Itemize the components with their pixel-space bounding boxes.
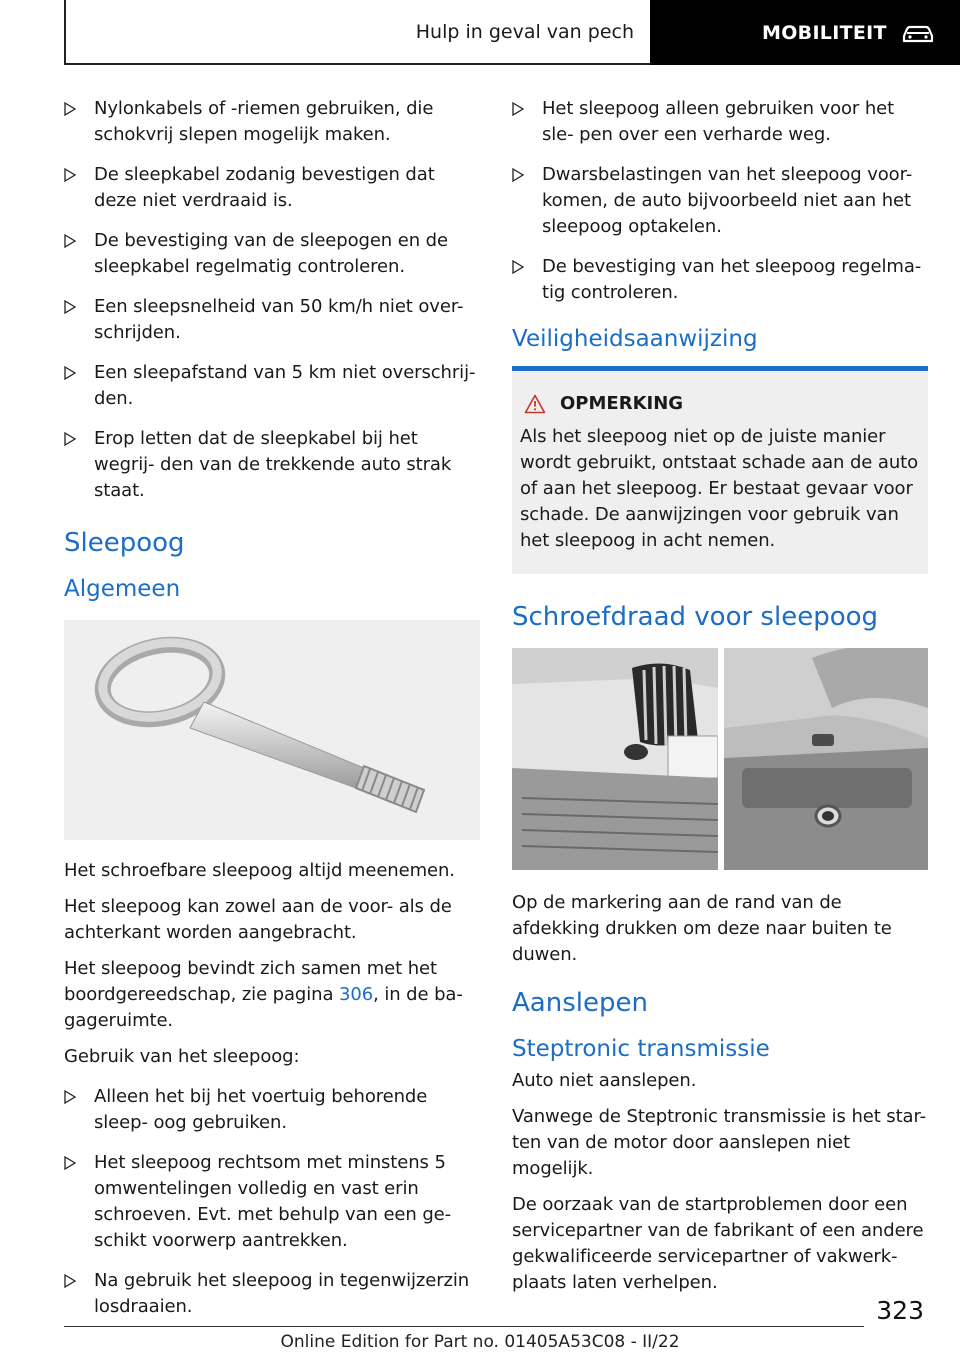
heading-steptronic: Steptronic transmissie [512, 1036, 770, 1062]
right-column [512, 96, 928, 1306]
heading-sleepoog: Sleepoog [64, 528, 185, 558]
tow-eye-thread-photo [512, 648, 928, 870]
list-item: De bevestiging van het sleepoog regelma- tig controleren. [512, 254, 928, 306]
paragraph: Het sleepoog bevindt zich samen met het boordgereedschap, zie pagina 306, in de ba- gageruimte. [64, 958, 463, 1031]
paragraph: De oorzaak van de startproblemen door een servicepartner van de fabrikant of een andere gekwalificeerde servicepartner of vakwerk- plaats laten verhelpen. [512, 1194, 924, 1293]
left-bullet-list-top [64, 96, 480, 504]
paragraph: Op de markering aan de rand van de afdekking drukken om deze naar buiten te duwen. [512, 892, 892, 965]
list-item: Alleen het bij het voertuig behorende sleep- oog gebruiken. [64, 1084, 480, 1136]
paragraph: Het schroefbare sleepoog altijd meenemen. [64, 860, 455, 881]
triangle-bullet-icon [64, 432, 76, 446]
notice-title: OPMERKING [520, 393, 920, 414]
heading-schroefdraad: Schroefdraad voor sleepoog [512, 602, 879, 632]
paragraph: Vanwege de Steptronic transmissie is het star- ten van de motor door aanslepen niet mogelijk. [512, 1106, 927, 1179]
page-number: 323 [876, 1296, 924, 1325]
triangle-bullet-icon [512, 102, 524, 116]
triangle-bullet-icon [512, 260, 524, 274]
triangle-bullet-icon [64, 366, 76, 380]
footer-edition-text: Online Edition for Part no. 01405A53C08 - II/22 [280, 1332, 680, 1352]
car-icon [901, 22, 935, 44]
heading-aanslepen: Aanslepen [512, 988, 648, 1018]
header-chapter-label: MOBILITEIT [762, 21, 887, 44]
triangle-bullet-icon [64, 234, 76, 248]
triangle-bullet-icon [64, 168, 76, 182]
list-item: Het sleepoog rechtsom met minstens 5 omwentelingen volledig en vast erin schroeven. Evt. met behulp van een ge- schikt voorwerp aantrekken. [64, 1150, 480, 1254]
list-item: Erop letten dat de sleepkabel bij het wegrij- den van de trekkende auto strak staat. [64, 426, 480, 504]
list-item: Een sleepafstand van 5 km niet overschrij- den. [64, 360, 480, 412]
triangle-bullet-icon [64, 300, 76, 314]
list-item: Het sleepoog alleen gebruiken voor het sle- pen over een verharde weg. [512, 96, 928, 148]
tow-eye-illustration [64, 620, 480, 840]
triangle-bullet-icon [512, 168, 524, 182]
notice-box [512, 366, 928, 574]
header-section-title: Hulp in geval van pech [415, 20, 634, 43]
list-item: Een sleepsnelheid van 50 km/h niet over- schrijden. [64, 294, 480, 346]
triangle-bullet-icon [64, 1156, 76, 1170]
list-item: Na gebruik het sleepoog in tegenwijzerzin losdraaien. [64, 1268, 480, 1320]
notice-text: Als het sleepoog niet op de juiste manier wordt gebruikt, ontstaat schade aan de auto of aan het sleepoog. Er bestaat gevaar voor schade. De aanwijzingen voor gebruik van het sleepoog in acht nemen. [520, 426, 918, 551]
paragraph: Auto niet aanslepen. [512, 1070, 697, 1091]
right-bullet-list [512, 96, 928, 306]
footer-rule [64, 1326, 864, 1327]
triangle-bullet-icon [64, 1090, 76, 1104]
left-bullet-list-bottom [64, 1084, 480, 1320]
left-column [64, 96, 480, 1334]
list-item: De bevestiging van de sleepogen en de sleepkabel regelmatig controleren. [64, 228, 480, 280]
page-reference-link[interactable]: 306 [339, 984, 374, 1005]
list-item: De sleepkabel zodanig bevestigen dat deze niet verdraaid is. [64, 162, 480, 214]
warning-triangle-icon [524, 394, 546, 414]
paragraph: Het sleepoog kan zowel aan de voor- als de achterkant worden aangebracht. [64, 896, 452, 943]
list-item: Dwarsbelastingen van het sleepoog voor- komen, de auto bijvoorbeeld niet aan het sleepoog optakelen. [512, 162, 928, 240]
header-chapter-tab[interactable] [650, 0, 960, 65]
triangle-bullet-icon [64, 1274, 76, 1288]
paragraph: Gebruik van het sleepoog: [64, 1046, 300, 1067]
header-rule [64, 63, 650, 65]
triangle-bullet-icon [64, 102, 76, 116]
heading-algemeen: Algemeen [64, 576, 181, 602]
list-item: Nylonkabels of -riemen gebruiken, die schokvrij slepen mogelijk maken. [64, 96, 480, 148]
heading-veiligheidsaanwijzing: Veiligheidsaanwijzing [512, 326, 758, 352]
